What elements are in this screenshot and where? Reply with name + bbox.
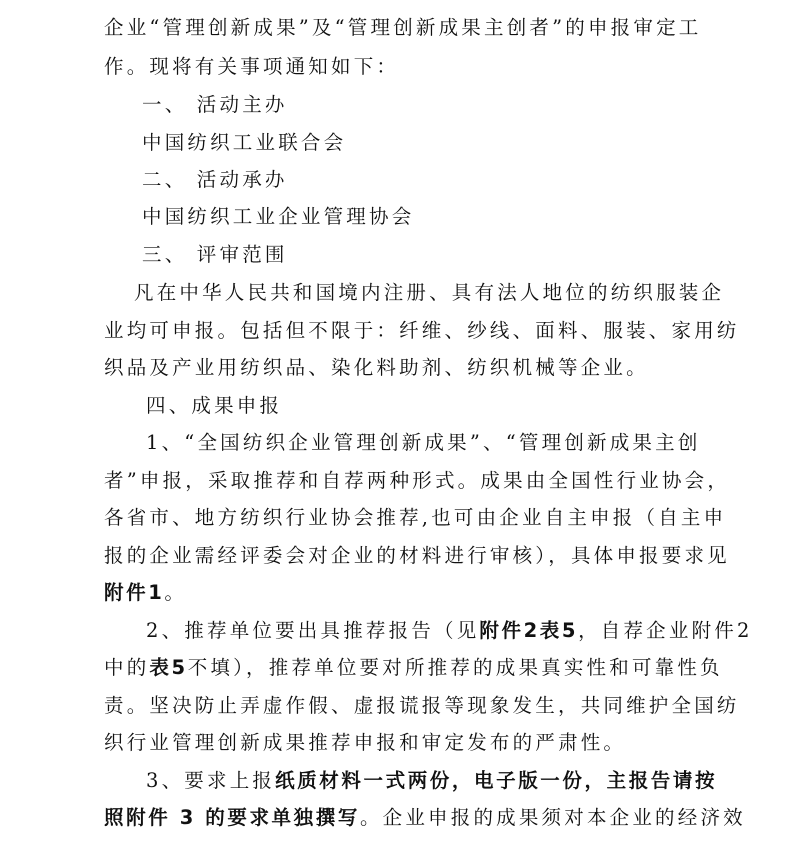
paragraph-line: 各省市、地方纺织行业协会推荐,也可由企业自主申报（自主申	[104, 506, 727, 529]
section-heading-1: 一、 活动主办	[142, 93, 288, 116]
paragraph-line: 者”申报，采取推荐和自荐两种形式。成果由全国性行业协会，	[104, 469, 731, 492]
attachment-ref-bold: 附件1	[104, 581, 165, 604]
paragraph-text: 不填），推荐单位要对所推荐的成果真实性和可靠性负	[187, 656, 723, 679]
paragraph-line	[104, 581, 187, 605]
paragraph-line: 报的企业需经评委会对企业的材料进行审核），具体申报要求见	[104, 544, 730, 567]
paragraph-text: 中的	[104, 656, 150, 679]
paragraph-line: 凡在中华人民共和国境内注册、具有法人地位的纺织服装企	[134, 281, 725, 304]
paragraph-line	[104, 806, 746, 830]
paragraph-text: 2、推荐单位要出具推荐报告（见	[146, 619, 480, 642]
paragraph-line	[146, 769, 717, 793]
paragraph-line	[146, 619, 753, 643]
organizer-name: 中国纺织工业联合会	[142, 131, 347, 154]
paragraph-text: 。企业申报的成果须对本企业的经济效	[359, 806, 746, 829]
paragraph-line	[104, 656, 723, 680]
paragraph-text: 3、要求上报	[146, 769, 276, 792]
paragraph-line: 1、“全国纺织企业管理创新成果”、“管理创新成果主创	[146, 431, 701, 454]
section-heading-2: 二、 活动承办	[142, 168, 288, 191]
section-heading-3: 三、 评审范围	[142, 243, 288, 266]
paragraph-line: 作。现将有关事项通知如下：	[104, 55, 400, 78]
paragraph-line: 织行业管理创新成果推荐申报和审定发布的严肃性。	[104, 731, 627, 754]
paragraph-line: 企业“管理创新成果”及“管理创新成果主创者”的申报审定工	[104, 16, 702, 39]
table-ref-bold: 表5	[149, 656, 188, 679]
paragraph-line: 织品及产业用纺织品、染化料助剂、纺织机械等企业。	[104, 356, 649, 379]
paragraph-line: 业均可申报。包括但不限于：纤维、纱线、面料、服装、家用纺	[104, 319, 740, 342]
requirement-bold: 照附件 3 的要求单独撰写	[104, 806, 360, 829]
paragraph-text: ，自荐企业附件2	[578, 619, 753, 642]
co-organizer-name: 中国纺织工业企业管理协会	[142, 205, 415, 228]
attachment-ref-bold: 附件2表5	[479, 619, 579, 642]
section-heading-4: 四、成果申报	[146, 394, 283, 417]
paragraph-line: 责。坚决防止弄虚作假、虚报谎报等现象发生，共同维护全国纺	[104, 694, 740, 717]
requirement-bold: 纸质材料一式两份，电子版一份，主报告请按	[275, 769, 718, 792]
paragraph-text: 。	[164, 581, 188, 604]
